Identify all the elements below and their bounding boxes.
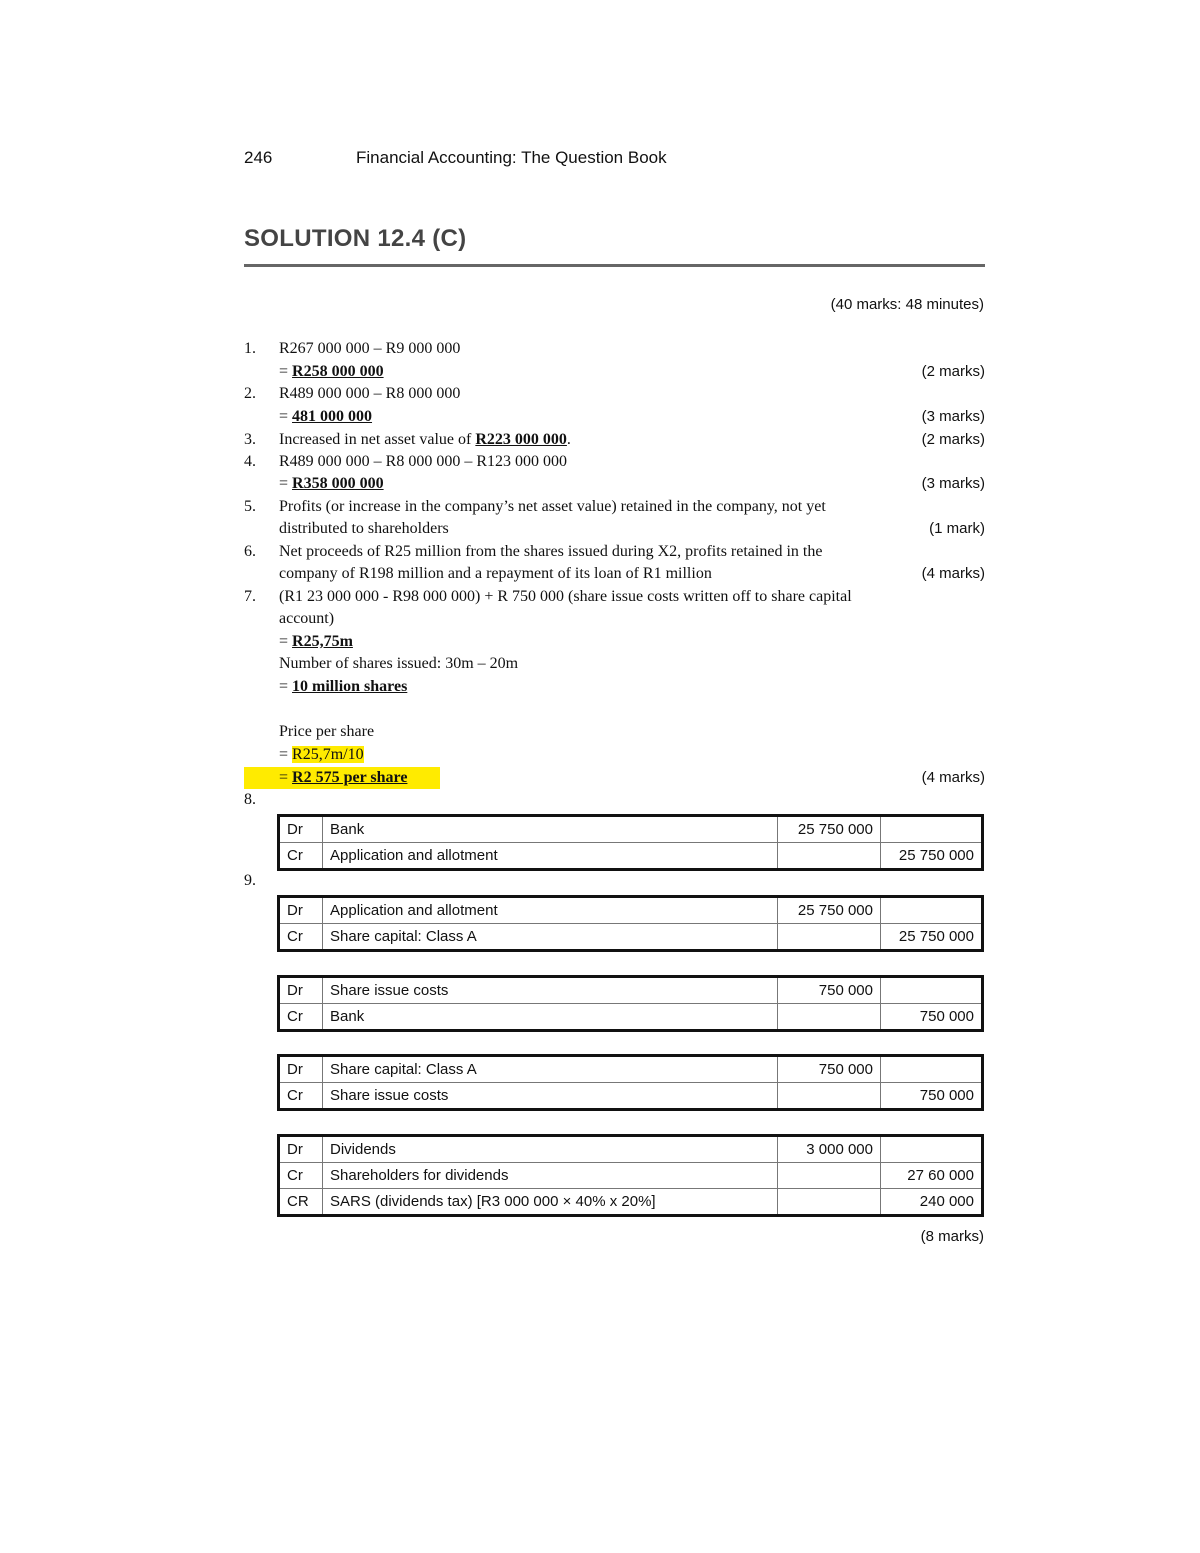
credit-cell: 240 000	[881, 1189, 983, 1216]
credit-cell	[881, 977, 983, 1004]
debit-cell	[778, 1163, 881, 1189]
table-row	[279, 1083, 983, 1110]
answer-text: (R1 23 000 000 - R98 000 000) + R 750 000 (share issue costs written off to share capital	[279, 588, 852, 605]
equals-sign: =	[279, 746, 293, 763]
answer-7-price-result	[244, 767, 985, 789]
drcr-cell: Dr	[279, 1136, 323, 1163]
debit-cell	[778, 1083, 881, 1110]
journal-entry-9b	[277, 975, 984, 1032]
credit-cell: 27 60 000	[881, 1163, 983, 1189]
answer-7-shares-result	[244, 676, 985, 698]
account-cell: Share issue costs	[323, 1083, 778, 1110]
equals-sign: =	[279, 475, 293, 492]
answer-number: 9.	[244, 872, 256, 889]
answer-value: R2 575 per share	[292, 769, 408, 786]
account-cell: Share capital: Class A	[323, 1056, 778, 1083]
answer-number: 6.	[244, 543, 256, 560]
account-cell: Dividends	[323, 1136, 778, 1163]
debit-cell: 750 000	[778, 977, 881, 1004]
credit-cell: 750 000	[881, 1004, 983, 1031]
table-row	[279, 1189, 983, 1216]
answer-1	[244, 338, 985, 360]
answer-6	[244, 541, 985, 563]
answer-value: 481 000 000	[292, 408, 373, 425]
table-row	[279, 977, 983, 1004]
journal-entry-8	[277, 814, 984, 871]
answer-number: 8.	[244, 791, 256, 808]
debit-cell	[778, 1004, 881, 1031]
answer-7-result	[244, 631, 985, 653]
debit-cell: 3 000 000	[778, 1136, 881, 1163]
marks-label: (2 marks)	[921, 363, 985, 380]
answer-value: R258 000 000	[292, 363, 384, 380]
answer-number: 5.	[244, 498, 256, 515]
marks-label: (2 marks)	[921, 431, 985, 448]
table-row	[279, 1136, 983, 1163]
credit-cell: 750 000	[881, 1083, 983, 1110]
equals-sign: =	[279, 633, 293, 650]
answer-3	[244, 429, 985, 451]
account-cell: Application and allotment	[323, 897, 778, 924]
marks-label: (3 marks)	[921, 475, 985, 492]
answer-5	[244, 496, 985, 518]
answer-number: 4.	[244, 453, 256, 470]
table-row	[279, 897, 983, 924]
debit-cell	[778, 924, 881, 951]
table-row	[279, 1056, 983, 1083]
table-row	[279, 924, 983, 951]
drcr-cell: Cr	[279, 1163, 323, 1189]
answer-number: 3.	[244, 431, 256, 448]
account-cell: Share issue costs	[323, 977, 778, 1004]
drcr-cell: CR	[279, 1189, 323, 1216]
answer-2-result	[244, 406, 985, 428]
drcr-cell: Cr	[279, 1083, 323, 1110]
answer-7-price	[244, 721, 985, 743]
answer-5-cont	[244, 518, 985, 540]
answer-text: account)	[279, 610, 335, 627]
debit-cell: 25 750 000	[778, 816, 881, 843]
answer-1-result	[244, 361, 985, 383]
debit-cell	[778, 1189, 881, 1216]
final-marks: (8 marks)	[920, 1228, 984, 1245]
account-cell: Bank	[323, 816, 778, 843]
answer-number: 7.	[244, 588, 256, 605]
answer-text: R267 000 000 – R9 000 000	[279, 340, 461, 357]
credit-cell: 25 750 000	[881, 924, 983, 951]
drcr-cell: Dr	[279, 897, 323, 924]
answer-value: R25,75m	[292, 633, 353, 650]
solution-title: SOLUTION 12.4 (C)	[244, 225, 467, 252]
debit-cell	[778, 843, 881, 870]
account-cell: Share capital: Class A	[323, 924, 778, 951]
highlighted-value: R25,7m/10	[292, 746, 364, 763]
table-row	[279, 1163, 983, 1189]
answer-6-cont	[244, 563, 985, 585]
answer-2	[244, 383, 985, 405]
answer-text: distributed to shareholders	[279, 520, 449, 537]
credit-cell	[881, 816, 983, 843]
drcr-cell: Dr	[279, 977, 323, 1004]
answer-text: company of R198 million and a repayment of its loan of R1 million	[279, 565, 712, 582]
answer-8	[244, 789, 985, 811]
answer-7-price-calc	[244, 744, 985, 766]
debit-cell: 750 000	[778, 1056, 881, 1083]
drcr-cell: Cr	[279, 1004, 323, 1031]
total-marks: (40 marks: 48 minutes)	[830, 296, 984, 313]
account-cell: SARS (dividends tax) [R3 000 000 × 40% x 20%]	[323, 1189, 778, 1216]
marks-label: (1 mark)	[929, 520, 985, 537]
answer-text: Profits (or increase in the company’s net asset value) retained in the company, not yet	[279, 498, 826, 515]
answer-7	[244, 586, 985, 608]
table-row	[279, 843, 983, 870]
page-number: 246	[244, 148, 273, 167]
answer-text: Increased in net asset value of	[279, 431, 476, 448]
account-cell: Shareholders for dividends	[323, 1163, 778, 1189]
debit-cell: 25 750 000	[778, 897, 881, 924]
answer-value: 10 million shares	[292, 678, 408, 695]
answer-text: Price per share	[279, 723, 375, 740]
marks-label: (3 marks)	[921, 408, 985, 425]
drcr-cell: Dr	[279, 1056, 323, 1083]
answer-number: 2.	[244, 385, 256, 402]
answer-value: R223 000 000	[475, 431, 567, 448]
answer-7-cont	[244, 608, 985, 630]
journal-entry-9a	[277, 895, 984, 952]
book-title: Financial Accounting: The Question Book	[356, 148, 667, 167]
table-row	[279, 1004, 983, 1031]
answer-text: R489 000 000 – R8 000 000	[279, 385, 461, 402]
credit-cell	[881, 897, 983, 924]
marks-label: (4 marks)	[921, 769, 985, 786]
answer-value: R358 000 000	[292, 475, 384, 492]
equals-sign: =	[279, 678, 293, 695]
journal-entry-9c	[277, 1054, 984, 1111]
account-cell: Application and allotment	[323, 843, 778, 870]
drcr-cell: Cr	[279, 843, 323, 870]
drcr-cell: Dr	[279, 816, 323, 843]
answer-text: Net proceeds of R25 million from the shares issued during X2, profits retained in the	[279, 543, 823, 560]
answer-text: .	[566, 431, 571, 448]
credit-cell	[881, 1056, 983, 1083]
title-rule	[244, 264, 985, 267]
account-cell: Bank	[323, 1004, 778, 1031]
answer-number: 1.	[244, 340, 256, 357]
credit-cell	[881, 1136, 983, 1163]
equals-sign: =	[279, 408, 293, 425]
answer-4-result	[244, 473, 985, 495]
answer-text: Number of shares issued: 30m – 20m	[279, 655, 519, 672]
equals-sign: =	[279, 363, 293, 380]
answer-4	[244, 451, 985, 473]
answer-text: R489 000 000 – R8 000 000 – R123 000 000	[279, 453, 568, 470]
equals-sign: =	[279, 769, 293, 786]
marks-label: (4 marks)	[921, 565, 985, 582]
answer-7-shares	[244, 653, 985, 675]
table-row	[279, 816, 983, 843]
journal-entry-9d	[277, 1134, 984, 1217]
credit-cell: 25 750 000	[881, 843, 983, 870]
drcr-cell: Cr	[279, 924, 323, 951]
answer-9	[244, 870, 985, 892]
